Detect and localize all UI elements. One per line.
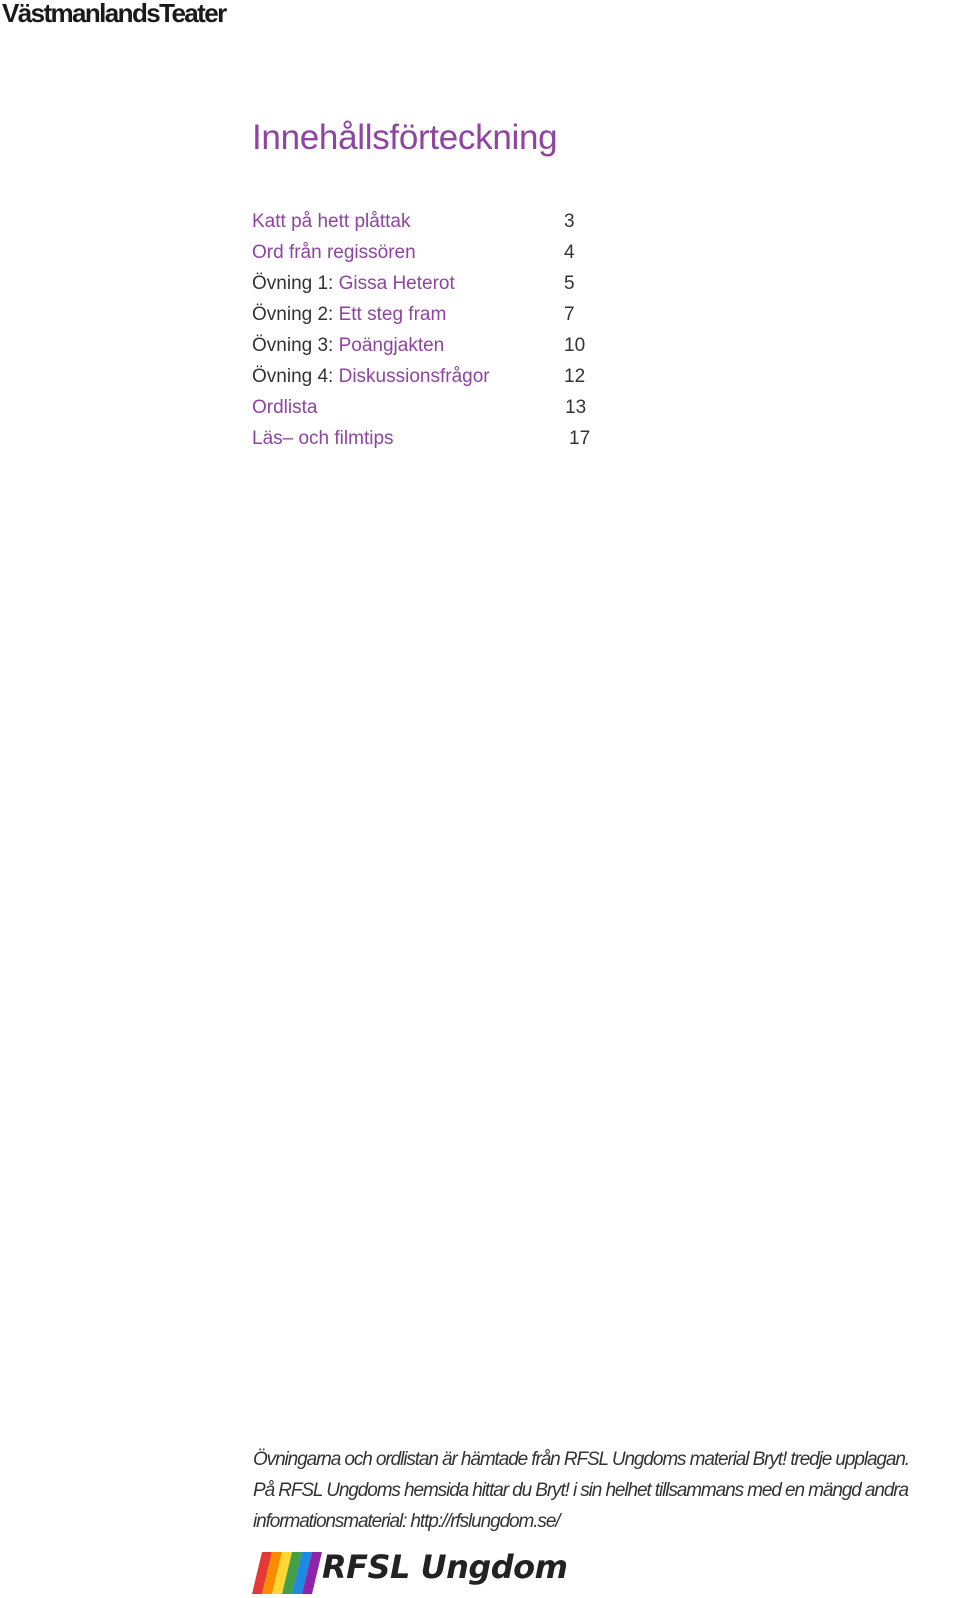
toc-entry-label: Ord från regissören bbox=[252, 242, 416, 263]
toc-entry-label: Ett steg fram bbox=[338, 304, 447, 325]
toc-entry-page: 3 bbox=[564, 211, 575, 232]
toc-list bbox=[252, 206, 612, 454]
logo-wordmark: RFSL Ungdom bbox=[322, 1548, 568, 1586]
source-credit bbox=[253, 1444, 960, 1537]
toc-entry-label: Katt på hett plåttak bbox=[252, 211, 411, 232]
toc-entry[interactable] bbox=[252, 268, 612, 299]
toc-entry-prefix: Övning 4: bbox=[252, 366, 339, 387]
brand-header: VästmanlandsTeater bbox=[2, 0, 226, 28]
toc-entry[interactable] bbox=[252, 299, 612, 330]
credit-line: Övningarna och ordlistan är hämtade från RFSL Ungdoms material Bryt! tredje upplagan. bbox=[253, 1449, 909, 1470]
toc-entry-label: Ordlista bbox=[252, 397, 318, 418]
toc-entry-prefix: Övning 1: bbox=[252, 273, 339, 294]
toc-entry-page: 13 bbox=[565, 397, 587, 418]
toc-entry[interactable] bbox=[252, 423, 612, 454]
toc-entry-prefix: Övning 3: bbox=[252, 335, 339, 356]
credit-line: På RFSL Ungdoms hemsida hittar du Bryt! i sin helhet tillsammans med en mängd andra bbox=[253, 1480, 908, 1501]
toc-entry-page: 12 bbox=[564, 366, 586, 387]
toc-entry-label: Gissa Heterot bbox=[338, 273, 455, 294]
toc-entry[interactable] bbox=[252, 206, 612, 237]
toc-entry-label: Poängjakten bbox=[338, 335, 445, 356]
toc-entry[interactable] bbox=[252, 392, 612, 423]
toc-entry[interactable] bbox=[252, 361, 612, 392]
toc-entry-page: 7 bbox=[564, 304, 575, 325]
toc-entry-page: 5 bbox=[564, 273, 575, 294]
toc-entry-page: 4 bbox=[564, 242, 575, 263]
credit-line-link[interactable]: informationsmaterial: http://rfslungdom.se/ bbox=[253, 1511, 560, 1532]
toc-entry-prefix: Övning 2: bbox=[252, 304, 339, 325]
toc-entry-page: 10 bbox=[564, 335, 586, 356]
page-title: Innehållsförteckning bbox=[252, 118, 558, 157]
toc-entry-label: Läs– och filmtips bbox=[252, 428, 394, 449]
toc-entry-label: Diskussionsfrågor bbox=[338, 366, 490, 387]
rfsl-ungdom-logo bbox=[252, 1550, 582, 1598]
toc-entry[interactable] bbox=[252, 237, 612, 268]
toc-entry-page: 17 bbox=[569, 428, 591, 449]
toc-entry[interactable] bbox=[252, 330, 612, 361]
rainbow-flag-icon bbox=[252, 1550, 322, 1596]
